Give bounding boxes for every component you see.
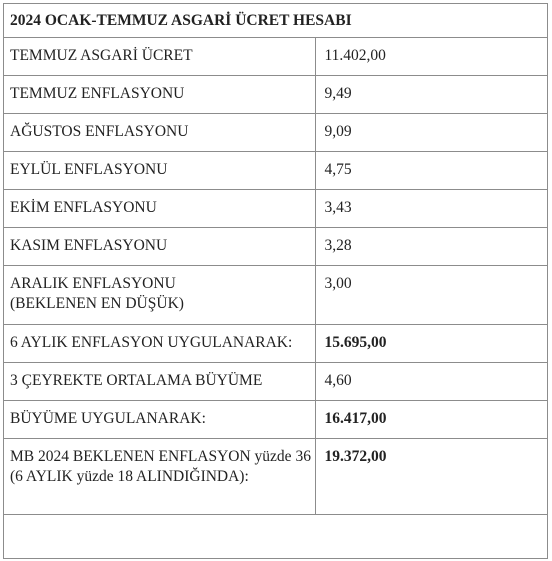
table-row (4, 152, 548, 190)
table-row (4, 363, 548, 401)
row-label-august-inflation: AĞUSTOS ENFLASYONU (4, 114, 316, 152)
row-value-december-inflation: 3,00 (316, 266, 548, 325)
table-row (4, 76, 548, 114)
row-label-average-growth: 3 ÇEYREKTE ORTALAMA BÜYÜME (4, 363, 316, 401)
row-value-july-inflation: 9,49 (316, 76, 548, 114)
row-value-average-growth: 4,60 (316, 363, 548, 401)
row-value-september-inflation: 4,75 (316, 152, 548, 190)
table-row (4, 266, 548, 325)
table-title: 2024 OCAK-TEMMUZ ASGARİ ÜCRET HESABI (4, 4, 548, 38)
table-row (4, 190, 548, 228)
table-row (4, 401, 548, 439)
table-row (4, 228, 548, 266)
table-row (4, 114, 548, 152)
row-label-six-month-inflation-applied: 6 AYLIK ENFLASYON UYGULANARAK: (4, 325, 316, 363)
row-label-september-inflation: EYLÜL ENFLASYONU (4, 152, 316, 190)
row-label-july-inflation: TEMMUZ ENFLASYONU (4, 76, 316, 114)
row-label-november-inflation: KASIM ENFLASYONU (4, 228, 316, 266)
row-label-growth-applied: BÜYÜME UYGULANARAK: (4, 401, 316, 439)
row-value-central-bank-expected-inflation: 19.372,00 (316, 439, 548, 515)
row-value-july-minimum-wage: 11.402,00 (316, 38, 548, 76)
row-label-july-minimum-wage: TEMMUZ ASGARİ ÜCRET (4, 38, 316, 76)
row-label-central-bank-expected-inflation: MB 2024 BEKLENEN ENFLASYON yüzde 36 (6 AYLIK yüzde 18 ALINDIĞINDA): (4, 439, 316, 515)
row-value-six-month-inflation-applied: 15.695,00 (316, 325, 548, 363)
row-label-december-inflation: ARALIK ENFLASYONU (BEKLENEN EN DÜŞÜK) (4, 266, 316, 325)
wage-calculation-table (3, 3, 548, 559)
row-value-november-inflation: 3,28 (316, 228, 548, 266)
row-label-october-inflation: EKİM ENFLASYONU (4, 190, 316, 228)
title-row (4, 4, 548, 38)
table-row (4, 38, 548, 76)
row-value-august-inflation: 9,09 (316, 114, 548, 152)
empty-row (4, 515, 548, 559)
table-row (4, 325, 548, 363)
table-row (4, 439, 548, 515)
row-value-october-inflation: 3,43 (316, 190, 548, 228)
empty-cell (4, 515, 548, 559)
row-value-growth-applied: 16.417,00 (316, 401, 548, 439)
